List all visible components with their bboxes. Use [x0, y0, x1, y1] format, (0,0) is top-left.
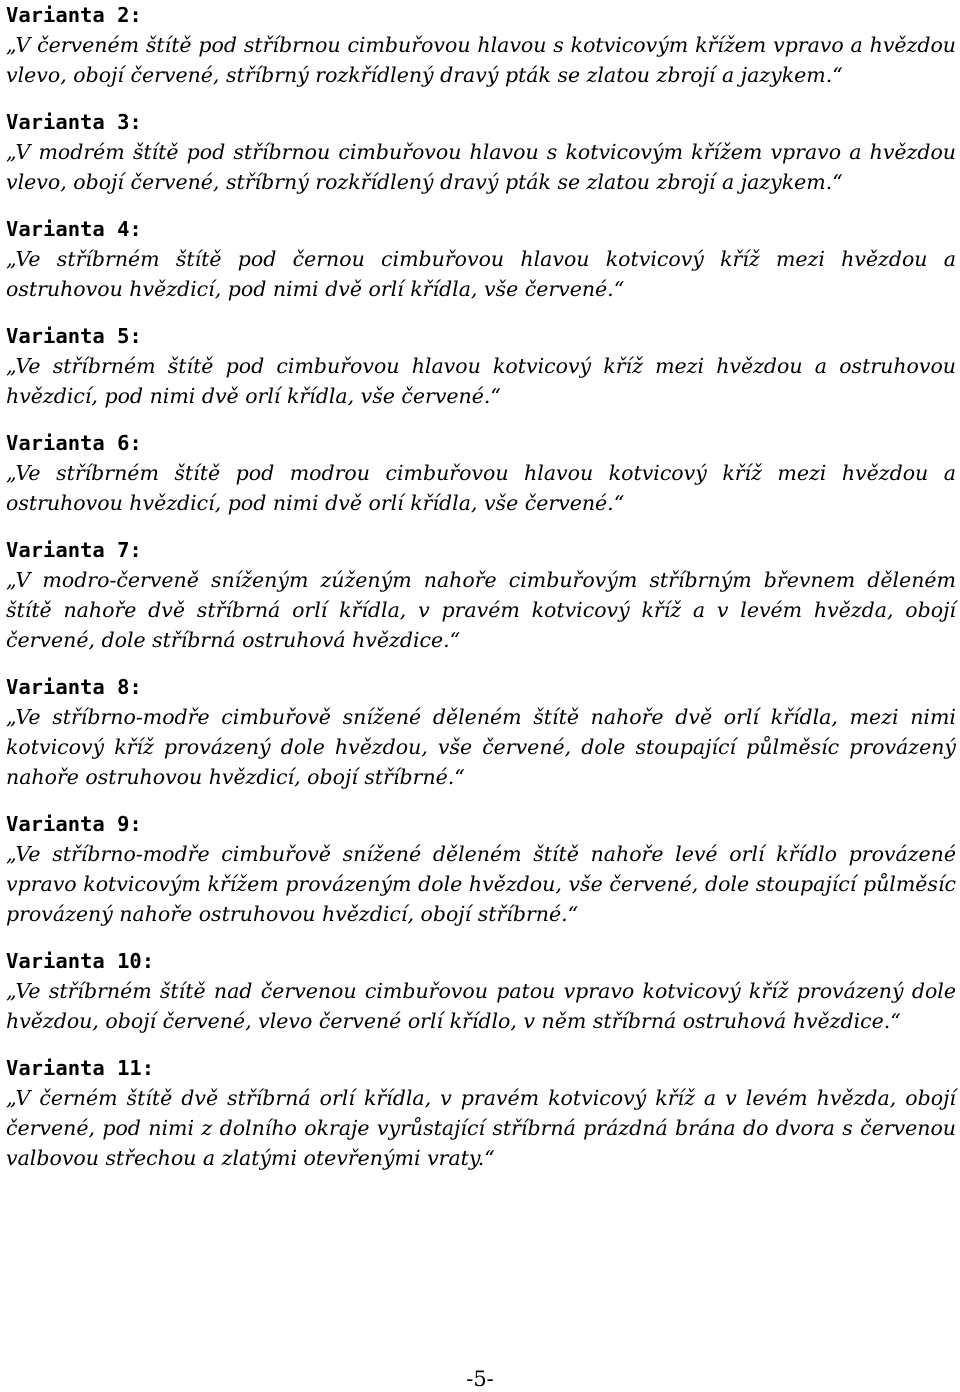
variant-heading: Varianta 6: — [6, 431, 142, 455]
variant-heading: Varianta 5: — [6, 324, 142, 348]
variant-heading: Varianta 2: — [6, 3, 142, 27]
variant-description: „Ve stříbrném štítě pod černou cimbuřovou hlavou kotvicový kříž mezi hvězdou a ostruhovou hvězdicí, pod nimi dvě orlí křídla, vše červené.“ — [6, 247, 956, 301]
variant-4 — [6, 214, 956, 304]
variant-6 — [6, 428, 956, 518]
variant-description: „Ve stříbrném štítě pod modrou cimbuřovou hlavou kotvicový kříž mezi hvězdou a ostruhovou hvězdicí, pod nimi dvě orlí křídla, vše červené.“ — [6, 461, 956, 515]
variant-description: „Ve stříbrno-modře cimbuřově snížené děleném štítě nahoře dvě orlí křídla, mezi nimi kotvicový kříž provázený dole hvězdou, vše červené, dole stoupající půlměsíc provázený nahoře ostruhovou hvězdicí, obojí stříbrné.“ — [6, 705, 956, 789]
variant-heading: Varianta 9: — [6, 812, 142, 836]
variant-description: „Ve stříbrno-modře cimbuřově snížené děleném štítě nahoře levé orlí křídlo provázené vpravo kotvicovým křížem provázeným dole hvězdou, vše červené, dole stoupající půlměsíc provázený nahoře ostruhovou hvězdicí, obojí stříbrné.“ — [6, 842, 956, 926]
variant-10 — [6, 946, 956, 1036]
variant-5 — [6, 321, 956, 411]
variant-8 — [6, 672, 956, 792]
variant-heading: Varianta 7: — [6, 538, 142, 562]
variant-heading: Varianta 11: — [6, 1056, 155, 1080]
variant-heading: Varianta 4: — [6, 217, 142, 241]
variant-description: „V modrém štítě pod stříbrnou cimbuřovou hlavou s kotvicovým křížem vpravo a hvězdou vlevo, obojí červené, stříbrný rozkřídlený dravý pták se zlatou zbrojí a jazykem.“ — [6, 140, 956, 194]
variant-3 — [6, 107, 956, 197]
variant-description: „V černém štítě dvě stříbrná orlí křídla, v pravém kotvicový kříž a v levém hvězda, obojí červené, pod nimi z dolního okraje vyrůstající stříbrná prázdná brána do dvora s červenou valbovou střechou a zlatými otevřenými vraty.“ — [6, 1086, 956, 1170]
variant-heading: Varianta 8: — [6, 675, 142, 699]
variant-description: „V modro-červeně sníženým zúženým nahoře cimbuřovým stříbrným břevnem děleném štítě nahoře dvě stříbrná orlí křídla, v pravém kotvicový kříž a v levém hvězda, obojí červené, dole stříbrná ostruhová hvězdice.“ — [6, 568, 956, 652]
variant-description: „V červeném štítě pod stříbrnou cimbuřovou hlavou s kotvicovým křížem vpravo a hvězdou vlevo, obojí červené, stříbrný rozkřídlený dravý pták se zlatou zbrojí a jazykem.“ — [6, 33, 956, 87]
page-number: -5- — [466, 1367, 494, 1391]
variant-9 — [6, 809, 956, 929]
variant-description: „Ve stříbrném štítě nad červenou cimbuřovou patou vpravo kotvicový kříž provázený dole hvězdou, obojí červené, vlevo červené orlí křídlo, v něm stříbrná ostruhová hvězdice.“ — [6, 979, 956, 1033]
variant-description: „Ve stříbrném štítě pod cimbuřovou hlavou kotvicový kříž mezi hvězdou a ostruhovou hvězdicí, pod nimi dvě orlí křídla, vše červené.“ — [6, 354, 956, 408]
document-page — [6, 0, 956, 1173]
variant-heading: Varianta 10: — [6, 949, 155, 973]
variant-2 — [6, 0, 956, 90]
variant-11 — [6, 1053, 956, 1173]
variant-7 — [6, 535, 956, 655]
variant-heading: Varianta 3: — [6, 110, 142, 134]
